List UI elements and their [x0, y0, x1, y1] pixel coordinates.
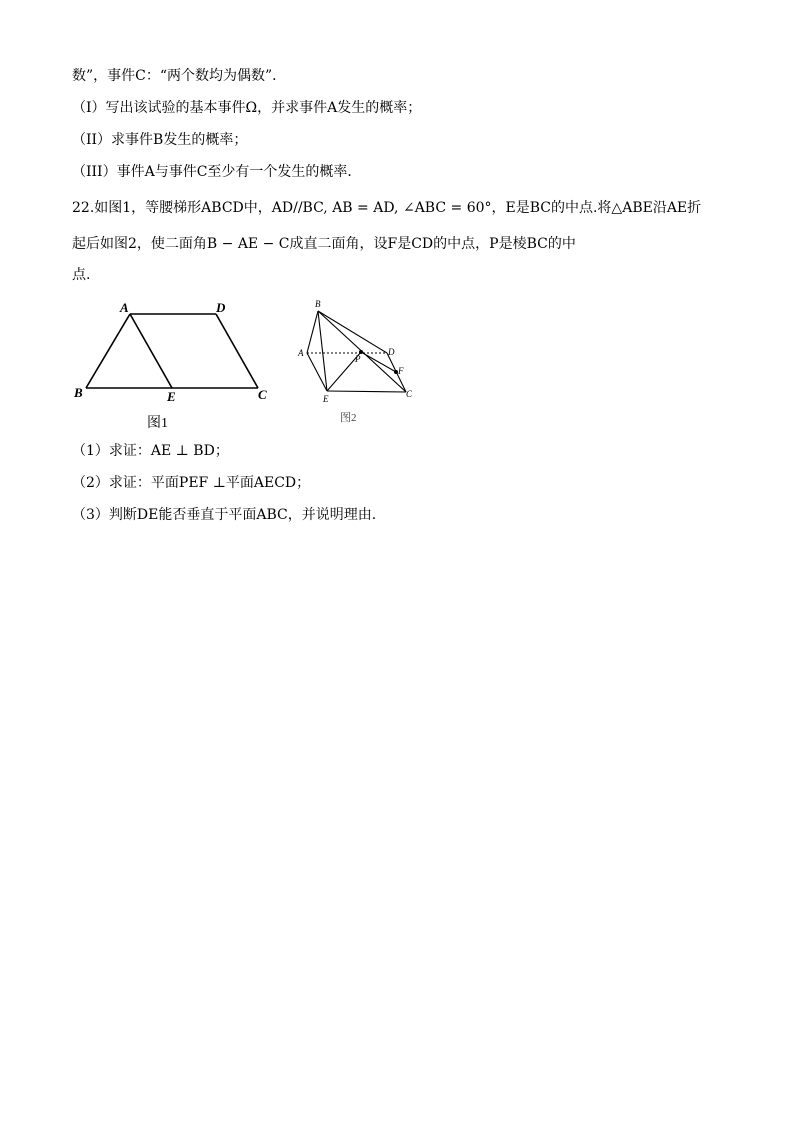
label-d: D — [216, 300, 226, 315]
label-a: A — [298, 348, 304, 358]
question-22-stem: 22.如图1，等腰梯形ABCD中，AD//BC, AB = AD, ∠ABC = 60°，E是BC的中点.将△ABE沿AE折 — [72, 200, 702, 216]
label-c: C — [406, 389, 413, 399]
sub-question-2: （2）求证：平面PEF ⊥平面AECD； — [72, 475, 311, 491]
label-a: A — [120, 300, 129, 315]
edge-ae — [307, 353, 327, 391]
label-c: C — [258, 387, 267, 402]
label-b: B — [315, 299, 321, 309]
edge-bd — [318, 311, 387, 353]
label-d: D — [388, 347, 395, 357]
question-part-i: （I）写出该试验的基本事件Ω，并求事件A发生的概率； — [72, 100, 422, 116]
segment-ae — [130, 314, 172, 388]
label-p: P — [355, 354, 361, 364]
sub-question-1: （1）求证：AE ⊥ BD； — [72, 443, 229, 459]
question-22-stem-end: 点. — [72, 267, 91, 283]
label-e: E — [167, 389, 176, 404]
question-part-iii: （III）事件A与事件C至少有一个发生的概率． — [72, 164, 362, 180]
edge-ec — [327, 391, 406, 392]
label-f: F — [398, 366, 404, 376]
figure-2-diagram — [290, 296, 430, 431]
figure-2-caption: 图2 — [340, 412, 357, 424]
question-part-ii: （II）求事件B发生的概率； — [72, 132, 248, 148]
figure-1-caption: 图1 — [147, 416, 168, 431]
label-e: E — [323, 394, 329, 404]
figure-2 — [290, 296, 430, 431]
figure-1 — [70, 296, 280, 436]
question-22-stem-cont: 起后如图2，使二面角B − AE − C成直二面角，设F是CD的中点，P是棱BC的中 — [72, 236, 576, 252]
sub-question-3: （3）判断DE能否垂直于平面ABC，并说明理由. — [72, 507, 377, 523]
segment-ab — [86, 314, 130, 388]
figure-1-diagram — [70, 296, 280, 436]
edge-ba — [307, 311, 318, 353]
edge-be — [318, 311, 327, 391]
label-b: B — [74, 385, 83, 400]
text-line-1: 数”，事件C：“两个数均为偶数”． — [72, 68, 287, 84]
segment-dc — [216, 314, 258, 388]
